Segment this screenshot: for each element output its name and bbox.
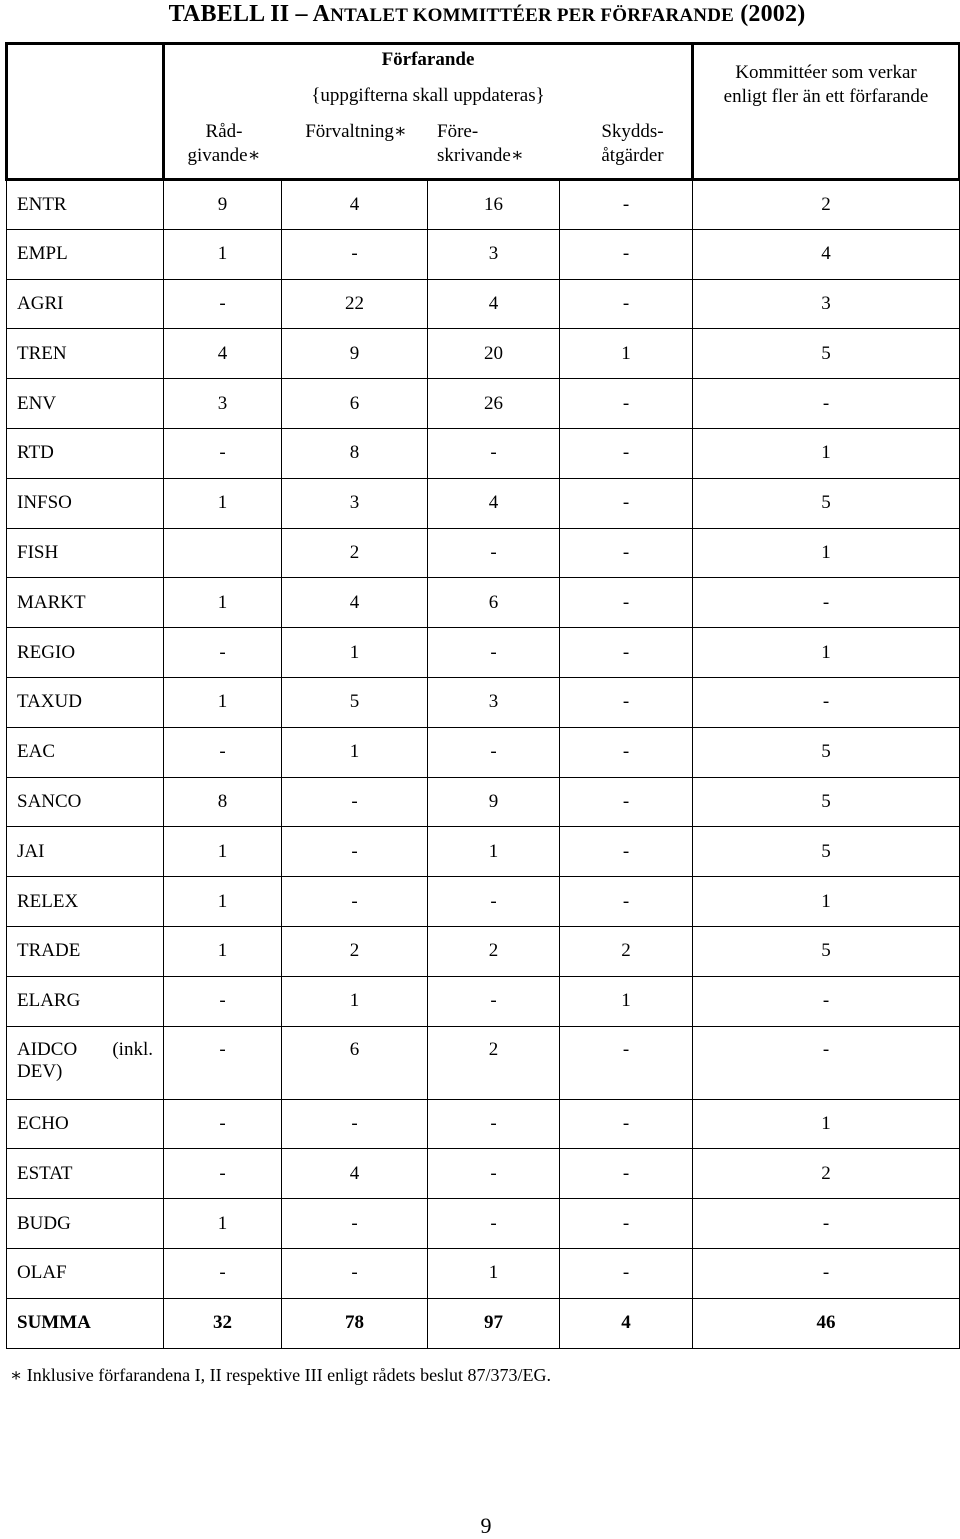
header-procedure-note: {uppgifterna skall uppdateras} xyxy=(311,85,545,106)
table-row: ESTAT - 4 - - 2 xyxy=(7,1149,960,1199)
table-row: OLAF - - 1 - - xyxy=(7,1248,960,1298)
table-row: AIDCO (inkl. DEV) - 6 2 - - xyxy=(7,1026,960,1099)
summary-row: SUMMA 32 78 97 4 46 xyxy=(7,1298,960,1348)
table-row: ELARG - 1 - 1 - xyxy=(7,976,960,1026)
table-row: BUDG 1 - - - - xyxy=(7,1199,960,1249)
table-row: REGIO - 1 - - 1 xyxy=(7,628,960,678)
footnote: ∗ Inklusive förfarandena I, II respektive III enligt rådets beslut 87/373/EG. xyxy=(10,1365,552,1385)
table-header xyxy=(7,44,960,180)
table-row: RTD - 8 - - 1 xyxy=(7,428,960,478)
committees-table xyxy=(5,42,960,1349)
table-row: ENTR 9 4 16 - 2 xyxy=(7,180,960,230)
header-radgivande: Råd- givande∗ xyxy=(187,121,261,166)
table-row: RELEX 1 - - - 1 xyxy=(7,877,960,927)
header-procedure-title: Förfarande xyxy=(381,49,475,70)
table-row: ECHO - - - - 1 xyxy=(7,1099,960,1149)
header-forvaltning: Förvaltning∗ xyxy=(305,121,407,142)
header-multi-procedure: Kommittéer som verkar enligt fler än ett förfarande xyxy=(693,44,960,180)
header-procedure xyxy=(164,44,693,180)
table-row: INFSO 1 3 4 - 5 xyxy=(7,478,960,528)
row-name-aidco: AIDCO (inkl. DEV) xyxy=(7,1026,164,1099)
table-row: EMPL 1 - 3 - 4 xyxy=(7,229,960,279)
table-row: TRADE 1 2 2 2 5 xyxy=(7,926,960,976)
table-row: EAC - 1 - - 5 xyxy=(7,727,960,777)
title-year: (2002) xyxy=(740,1,806,27)
title-lead: TABELL II – A xyxy=(168,1,331,27)
table-row: ENV 3 6 26 - - xyxy=(7,379,960,429)
page-number: 9 xyxy=(480,1513,492,1538)
table-row: FISH 2 - - 1 xyxy=(7,528,960,578)
title-smallcaps: NTALET KOMMITTÉER PER FÖRFARANDE xyxy=(330,5,734,26)
table-title xyxy=(0,0,960,30)
table-row: TAXUD 1 5 3 - - xyxy=(7,677,960,727)
header-skyddsatgarder: Skydds- åtgärder xyxy=(601,121,664,166)
header-foreskrivande: Före- skrivande∗ xyxy=(437,121,524,166)
table-row: JAI 1 - 1 - 5 xyxy=(7,827,960,877)
table-row: TREN 4 9 20 1 5 xyxy=(7,329,960,379)
table-row: MARKT 1 4 6 - - xyxy=(7,578,960,628)
table-row: SANCO 8 - 9 - 5 xyxy=(7,777,960,827)
header-empty-cell xyxy=(7,44,164,180)
table-row: AGRI - 22 4 - 3 xyxy=(7,279,960,329)
